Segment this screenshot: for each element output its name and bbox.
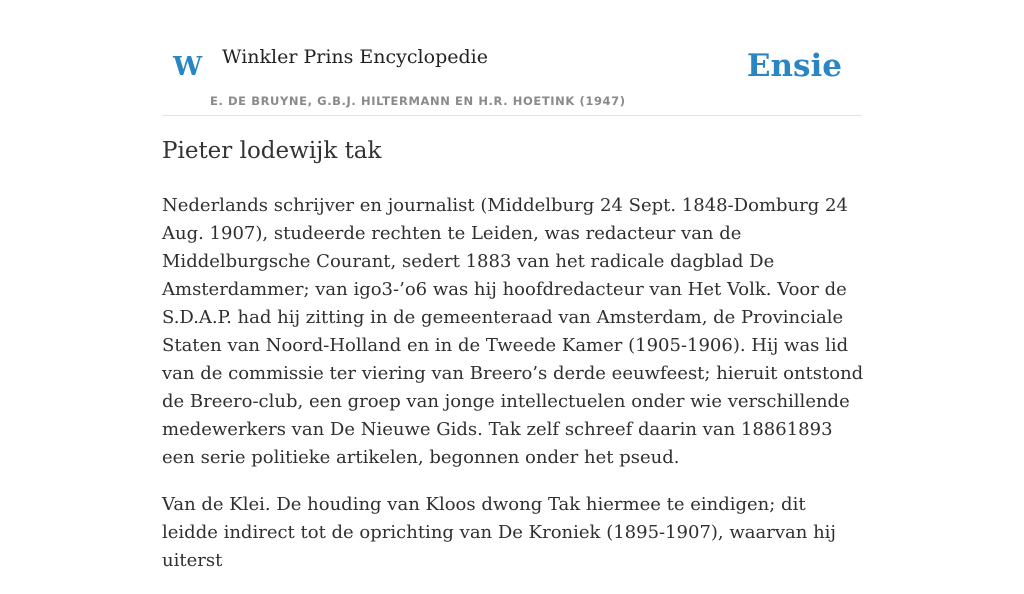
publication-title[interactable]: Winkler Prins Encyclopedie — [222, 46, 488, 68]
page-header — [162, 38, 862, 116]
ensie-brand-link[interactable]: Ensie — [746, 48, 842, 84]
article-paragraph: Nederlands schrijver en journalist (Middelburg 24 Sept. 1848-Domburg 24 Aug. 1907), studeerde rechten te Leiden, was redacteur van de Middelburgsche Courant, sedert 1883 van het radicale dagblad De Amsterdammer; van igo3-’o6 was hij hoofdredacteur van Het Volk. Voor de S.D.A.P. had hij zitting in de gemeenteraad van Amsterdam, de Provinciale Staten van Noord-Holland en in de Tweede Kamer (1905-1906). Hij was lid van de commissie ter viering van Breero’s derde eeuwfeest; hieruit ontstond de Breero-club, een groep van jonge intellectuelen onder wie verschillende medewerkers van De Nieuwe Gids. Tak zelf schreef daarin van 18861893 een serie politieke artikelen, begonnen onder het pseud. — [162, 195, 864, 468]
article-title: Pieter lodewijk tak — [162, 138, 382, 164]
article-paragraph: Van de Klei. De houding van Kloos dwong Tak hiermee te eindigen; dit leidde indirect tot de oprichting van De Kroniek (1895-1907), waarvan hij uiterst — [162, 494, 836, 571]
publication-logo-icon: W — [173, 52, 203, 82]
article-body — [162, 192, 864, 594]
publication-authors: E. DE BRUYNE, G.B.J. HILTERMANN EN H.R. HOETINK (1947) — [210, 94, 626, 108]
